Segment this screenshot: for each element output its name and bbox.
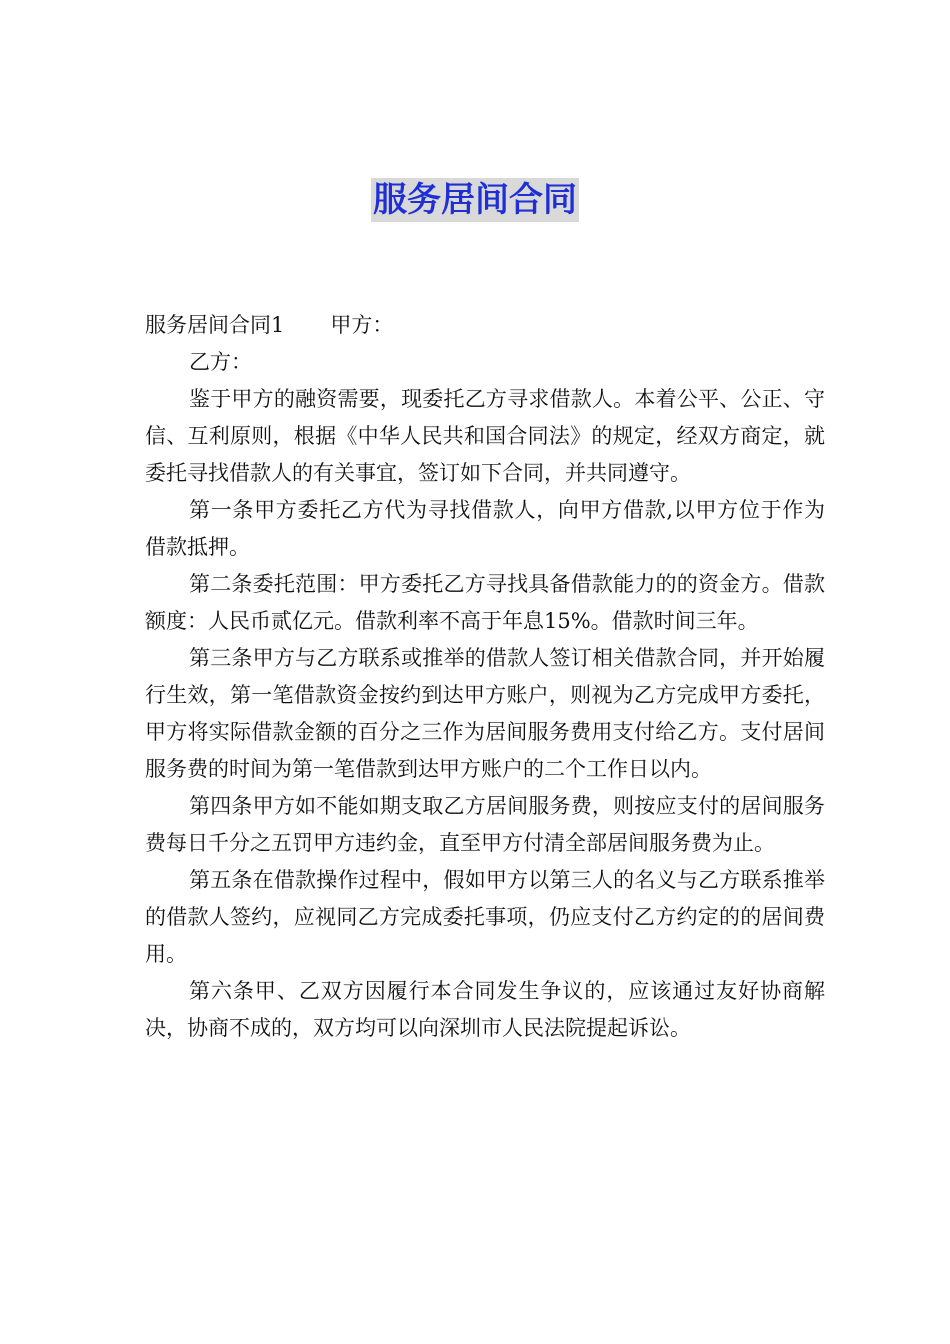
party-b-label: 乙方： bbox=[189, 350, 252, 374]
paragraph-article-2: 第二条委托范围：甲方委托乙方寻找具备借款能力的的资金方。借款额度：人民币贰亿元。借款利率不高于年息15%。借款时间三年。 bbox=[145, 572, 825, 633]
document-body bbox=[145, 307, 825, 1047]
paragraph-article-5: 第五条在借款操作过程中，假如甲方以第三人的名义与乙方联系推举的借款人签约，应视同乙方完成委托事项，仍应支付乙方约定的的居间费用。 bbox=[145, 868, 825, 966]
paragraph-article-6: 第六条甲、乙双方因履行本合同发生争议的，应该通过友好协商解决，协商不成的，双方均可以向深圳市人民法院提起诉讼。 bbox=[145, 979, 825, 1040]
paragraph-article-1: 第一条甲方委托乙方代为寻找借款人，向甲方借款,以甲方位于作为借款抵押。 bbox=[145, 498, 825, 559]
intro-line bbox=[145, 307, 825, 344]
document-title bbox=[0, 175, 950, 225]
paragraph-preamble: 鉴于甲方的融资需要，现委托乙方寻求借款人。本着公平、公正、守信、互利原则，根据《中华人民共和国合同法》的规定，经双方商定，就委托寻找借款人的有关事宜，签订如下合同，并共同遵守。 bbox=[145, 387, 825, 485]
document-title-text: 服务居间合同 bbox=[373, 180, 577, 220]
party-a-label: 甲方： bbox=[330, 313, 394, 337]
paragraph-article-3: 第三条甲方与乙方联系或推举的借款人签订相关借款合同，并开始履行生效，第一笔借款资金按约到达甲方账户，则视为乙方完成甲方委托，甲方将实际借款金额的百分之三作为居间服务费用支付给乙方。支付居间服务费的时间为第一笔借款到达甲方账户的二个工作日以内。 bbox=[145, 646, 825, 781]
intro-ref: 服务居间合同1 bbox=[145, 313, 285, 337]
paragraph-article-4: 第四条甲方如不能如期支取乙方居间服务费，则按应支付的居间服务费每日千分之五罚甲方违约金，直至甲方付清全部居间服务费为止。 bbox=[145, 794, 825, 855]
